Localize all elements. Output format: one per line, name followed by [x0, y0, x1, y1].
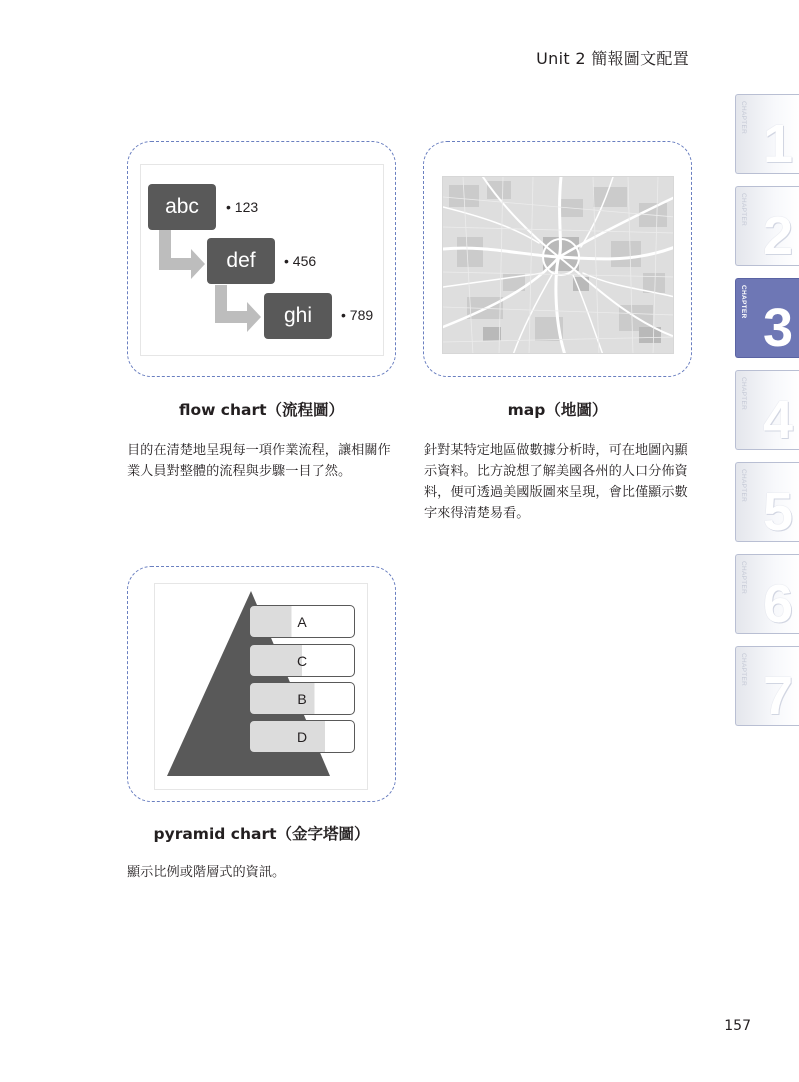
city-map-graphic	[443, 177, 674, 354]
chapter-tab-label: CHAPTER	[740, 193, 747, 227]
page-number: 157	[724, 1018, 751, 1034]
chapter-tab-number: 6	[762, 574, 793, 634]
pyramid-caption: pyramid chart（金字塔圖）	[153, 825, 370, 843]
pyramid-level-d: D	[249, 720, 355, 753]
chapter-tab-5[interactable]	[735, 462, 799, 542]
pyramid-level-b: B	[249, 682, 355, 715]
flow-bullet-2: • 456	[284, 253, 317, 269]
chapter-tab-2[interactable]	[735, 186, 799, 266]
pyramid-level-a: A	[249, 605, 355, 638]
flow-bullet-1: • 123	[226, 199, 259, 215]
flow-bullet-3: • 789	[341, 307, 374, 323]
flow-step-2: def	[207, 238, 275, 284]
flow-arrow-1	[159, 230, 205, 279]
flowchart-description: 目的在清楚地呈現每一項作業流程，讓相關作業人員對整體的流程與步驟一目了然。	[127, 443, 391, 479]
map-caption: map（地圖）	[507, 401, 608, 419]
chapter-tab-7[interactable]	[735, 646, 799, 726]
chapter-tab-number: 1	[762, 114, 793, 174]
chapter-tab-number: 5	[762, 482, 793, 542]
chapter-tab-number: 7	[762, 666, 793, 726]
chapter-tab-label: CHAPTER	[740, 561, 747, 595]
chapter-tab-label: CHAPTER	[740, 653, 747, 687]
map-image	[442, 176, 674, 354]
chapter-tab-label: CHAPTER	[740, 285, 747, 319]
flow-step-3: ghi	[264, 293, 332, 339]
chapter-tab-4[interactable]	[735, 370, 799, 450]
chapter-tab-1[interactable]	[735, 94, 799, 174]
flow-step-1: abc	[148, 184, 216, 230]
chapter-tab-label: CHAPTER	[740, 469, 747, 503]
chapter-tab-label: CHAPTER	[740, 101, 747, 135]
running-header: Unit 2 簡報圖文配置	[536, 49, 689, 68]
chapter-tab-label: CHAPTER	[740, 377, 747, 411]
flow-arrow-2	[215, 285, 261, 332]
pyramid-level-c: C	[249, 644, 355, 677]
flowchart-caption: flow chart（流程圖）	[178, 401, 345, 419]
chapter-tab-3[interactable]	[735, 278, 799, 358]
chapter-tab-number: 3	[762, 298, 793, 358]
chapter-tab-number: 4	[762, 390, 793, 450]
chapter-tab-6[interactable]	[735, 554, 799, 634]
map-description: 針對某特定地區做數據分析時，可在地圖內顯示資料。比方說想了解美國各州的人口分佈資料，便可透過美國版圖來呈現，會比僅顯示數字來得清楚易看。	[424, 443, 688, 521]
pyramid-description: 顯示比例或階層式的資訊。	[127, 865, 286, 880]
chapter-tab-number: 2	[762, 206, 793, 266]
